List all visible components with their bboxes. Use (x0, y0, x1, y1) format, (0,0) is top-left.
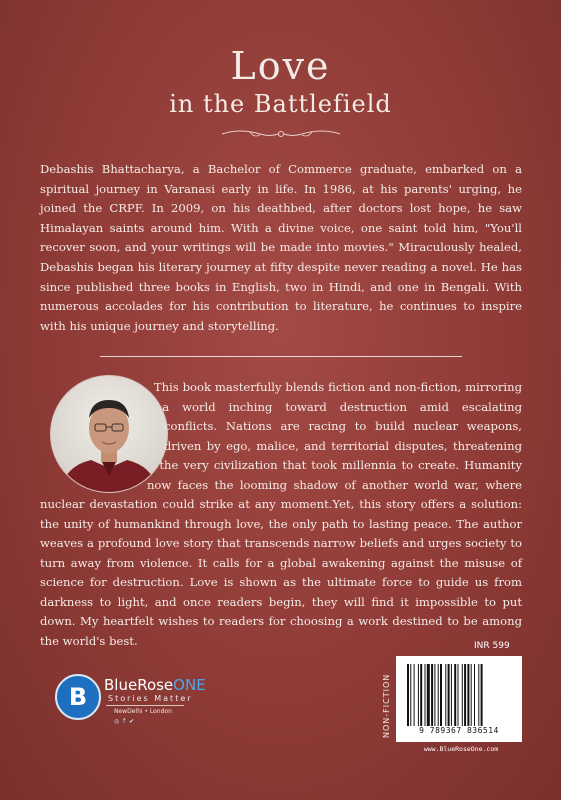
publisher-logo (50, 670, 240, 740)
price-label: INR 599 (474, 641, 510, 651)
book-blurb-text: This book masterfully blends fiction and non-fiction, mirroring a world inching toward destruction amid escalating conflicts. Nations are racing to build nuclear weapons, driven by ego, malice, and territorial disputes, threatening the very civilization that took millennia to create. Humanity now faces the looming shadow of another world war, where nuclear devastation could strike at any moment.Yet, this story offers a solution: the unity of humankind through love, the only path to lasting peace. The author weaves a profound love story that transcends narrow beliefs and urges society to turn away from violence. It calls for a global awakening against the misuse of science for destruction. Love is shown as the ultimate force to guide us from darkness to light, and once readers begin, they will find it impossible to put down. My heartfelt wishes to readers for choosing a work destined to be among the world's best. (40, 380, 522, 648)
barcode-icon (406, 664, 512, 726)
section-divider (100, 356, 462, 357)
publisher-name (104, 676, 206, 694)
publisher-logo-rule (106, 705, 184, 706)
book-title: Love (230, 44, 331, 88)
publisher-emblem-letter: B (68, 683, 88, 711)
publisher-emblem-icon (55, 674, 101, 720)
isbn-number: 9 789367 836514 (419, 726, 499, 735)
book-blurb (40, 378, 522, 651)
genre-label: NON-FICTION (382, 673, 391, 738)
publisher-cities: NewDelhi • London (114, 708, 172, 715)
publisher-url: www.BlueRoseOne.com (423, 745, 499, 753)
publisher-name-accent: ONE (173, 676, 206, 694)
flourish-ornament-icon (220, 126, 342, 142)
social-icons: ◎ f ✔ (114, 718, 136, 725)
publisher-name-main: BlueRose (104, 676, 174, 694)
isbn-barcode (396, 656, 522, 742)
author-bio: Debashis Bhattacharya, a Bachelor of Commerce graduate, embarked on a spiritual journey in Varanasi early in life. In 1986, at his parents' urging, he joined the CRPF. In 2009, on his deathbed, after doctors lost hope, he saw Himalayan saints around him. With a divine voice, one saint told him, "You'll recover soon, and your writings will be made into movies." Miraculously healed, Debashis began his literary journey at fifty despite never reading a novel. He has since published three books in English, two in Hindi, and one in Bengali. With numerous accolades for his contribution to literature, he continues to inspire with his unique journey and storytelling. (40, 162, 522, 333)
photo-wrap-space (40, 378, 168, 486)
book-subtitle: in the Battlefield (169, 90, 392, 118)
publisher-tagline: Stories Matter (108, 694, 193, 703)
